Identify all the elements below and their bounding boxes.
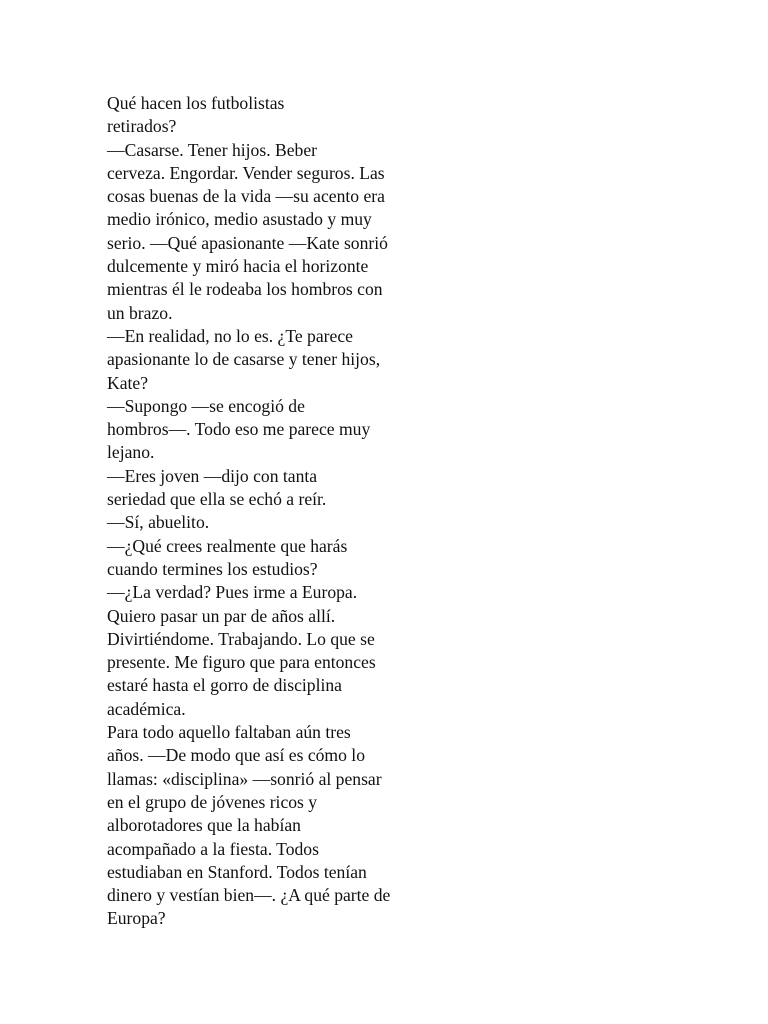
text-line: mientras él le rodeaba los hombros con	[107, 279, 383, 300]
text-line: presente. Me figuro que para entonces	[107, 652, 376, 673]
text-line: seriedad que ella se echó a reír.	[107, 489, 327, 510]
text-line: retirados?	[107, 116, 177, 137]
text-line: Para todo aquello faltaban aún tres	[107, 722, 351, 743]
text-line: —Eres joven —dijo con tanta	[107, 465, 318, 486]
text-line: cuando termines los estudios?	[107, 558, 318, 579]
text-line: —¿Qué crees realmente que harás	[107, 535, 348, 556]
text-line: alborotadores que la habían	[107, 815, 301, 836]
text-line: —Supongo —se encogió de	[107, 395, 305, 416]
text-line: en el grupo de jóvenes ricos y	[107, 791, 318, 812]
text-line: dinero y vestían bien—. ¿A qué parte de	[107, 885, 391, 906]
text-line: académica.	[107, 698, 186, 719]
text-line: hombros—. Todo eso me parece muy	[107, 419, 371, 440]
text-line: años. —De modo que así es cómo lo	[107, 745, 365, 766]
text-line: dulcemente y miró hacia el horizonte	[107, 256, 369, 277]
text-line: estaré hasta el gorro de disciplina	[107, 675, 342, 696]
text-line: serio. —Qué apasionante —Kate sonrió	[107, 232, 388, 253]
text-line: apasionante lo de casarse y tener hijos,	[107, 349, 381, 370]
text-line: cosas buenas de la vida —su acento era	[107, 186, 385, 207]
text-line: Europa?	[107, 908, 166, 929]
text-line: Divirtiéndome. Trabajando. Lo que se	[107, 628, 375, 649]
text-line: Kate?	[107, 372, 149, 393]
text-line: Quiero pasar un par de años allí.	[107, 605, 336, 626]
text-line: medio irónico, medio asustado y muy	[107, 209, 372, 230]
text-line: llamas: «disciplina» —sonrió al pensar	[107, 768, 382, 789]
text-line: —Sí, abuelito.	[107, 512, 210, 533]
text-line: —Casarse. Tener hijos. Beber	[107, 139, 317, 160]
text-line: —En realidad, no lo es. ¿Te parece	[107, 325, 353, 346]
text-line: cerveza. Engordar. Vender seguros. Las	[107, 162, 385, 183]
text-line: Qué hacen los futbolistas	[107, 93, 285, 113]
text-line: un brazo.	[107, 302, 173, 323]
text-line: acompañado a la fiesta. Todos	[107, 838, 319, 859]
body-text	[107, 92, 427, 931]
text-line: estudiaban en Stanford. Todos tenían	[107, 861, 367, 882]
text-line: lejano.	[107, 442, 155, 463]
text-line: —¿La verdad? Pues irme a Europa.	[107, 582, 358, 603]
